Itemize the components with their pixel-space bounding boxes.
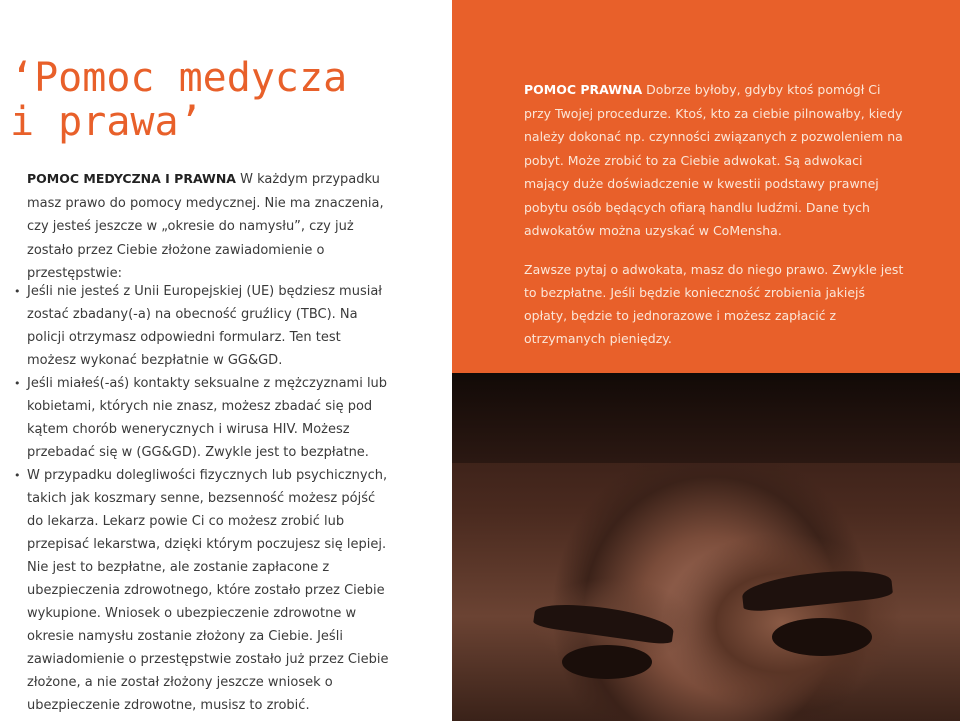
list-item — [14, 280, 389, 372]
intro-lead: POMOC MEDYCZNA I PRAWNA — [27, 171, 236, 186]
list-item-text: Jeśli miałeś(-aś) kontakty seksualne z mężczyznami lub kobietami, których nie znasz, możesz zbadać się pod kątem chorób wenerycznych i wirusa HIV. Możesz przebadać się w (GG&GD). Zwykle jest to bezpłatne. — [27, 376, 388, 460]
list-item-text: W przypadku dolegliwości fizycznych lub psychicznych, takich jak koszmary senne, bezsenność możesz pójść do lekarza. Lekarz powie Ci co możesz zrobić lub przepisać lekarstwa, dzięki którym poczujesz się lepiej. Nie jest to bezpłatne, ale zostanie zapłacone z ubezpieczenia zdrowotnego, które zostało przez Ciebie wykupione. Wniosek o ubezpieczenie zdrowotne w okresie namysłu zostanie złożony za Ciebie. Jeśli zawiadomienie o przestępstwie zostało już przez Ciebie złożone, a nie został złożony jeszcze wniosek o ubezpieczenie zdrowotne, musisz to zrobić. — [27, 468, 389, 713]
list-item — [14, 372, 389, 464]
intro-text: W każdym przypadku masz prawo do pomocy medycznej. Nie ma znaczenia, czy jesteś jeszcze w „okresie do namysłu”, czy już zostało przez Ciebie złożone zawiadomienie o przestępstwie: — [27, 172, 384, 281]
bullet-icon: • — [14, 469, 21, 482]
orange-panel — [452, 0, 960, 721]
face-photo — [452, 373, 960, 721]
photo-right-eye — [772, 618, 872, 656]
page-title — [10, 56, 347, 144]
intro-paragraph — [27, 167, 387, 286]
legal-help-text: Dobrze byłoby, gdyby ktoś pomógł Ci przy Twojej procedurze. Ktoś, kto za ciebie pilnowałby, kiedy należy dokonać np. czynności związanych z pozwoleniem na pobyt. Może zrobić to za Ciebie adwokat. Są adwokaci mający duże doświadczenie w kwestii podstawy prawnej pobytu osób będących ofiarą handlu ludźmi. Dane tych adwokatów można uzyskać w CoMensha. — [524, 82, 903, 238]
photo-hair-region — [452, 373, 960, 463]
legal-help-lead: POMOC PRAWNA — [524, 82, 643, 97]
list-item — [14, 464, 389, 717]
title-line-2: i prawa’ — [10, 99, 203, 145]
photo-left-brow — [533, 598, 676, 645]
left-column — [0, 0, 452, 721]
photo-right-brow — [741, 565, 894, 613]
bullet-icon: • — [14, 377, 21, 390]
bullet-list — [14, 280, 389, 717]
list-item-text: Jeśli nie jesteś z Unii Europejskiej (UE) będziesz musiał zostać zbadany(-a) na obecność gruźlicy (TBC). Na policji otrzymasz odpowiedni formularz. Ten test możesz wykonać bezpłatnie w GG&GD. — [27, 284, 382, 368]
legal-help-paragraph — [524, 78, 904, 243]
legal-help-paragraph-2: Zawsze pytaj o adwokata, masz do niego prawo. Zwykle jest to bezpłatne. Jeśli będzie konieczność zrobienia jakiejś opłaty, będzie to jednorazowe i możesz zapłacić z otrzymanych pieniędzy. — [524, 262, 904, 346]
title-line-1: ‘Pomoc medycza — [10, 55, 348, 101]
photo-left-eye — [562, 645, 652, 679]
bullet-icon: • — [14, 285, 21, 298]
